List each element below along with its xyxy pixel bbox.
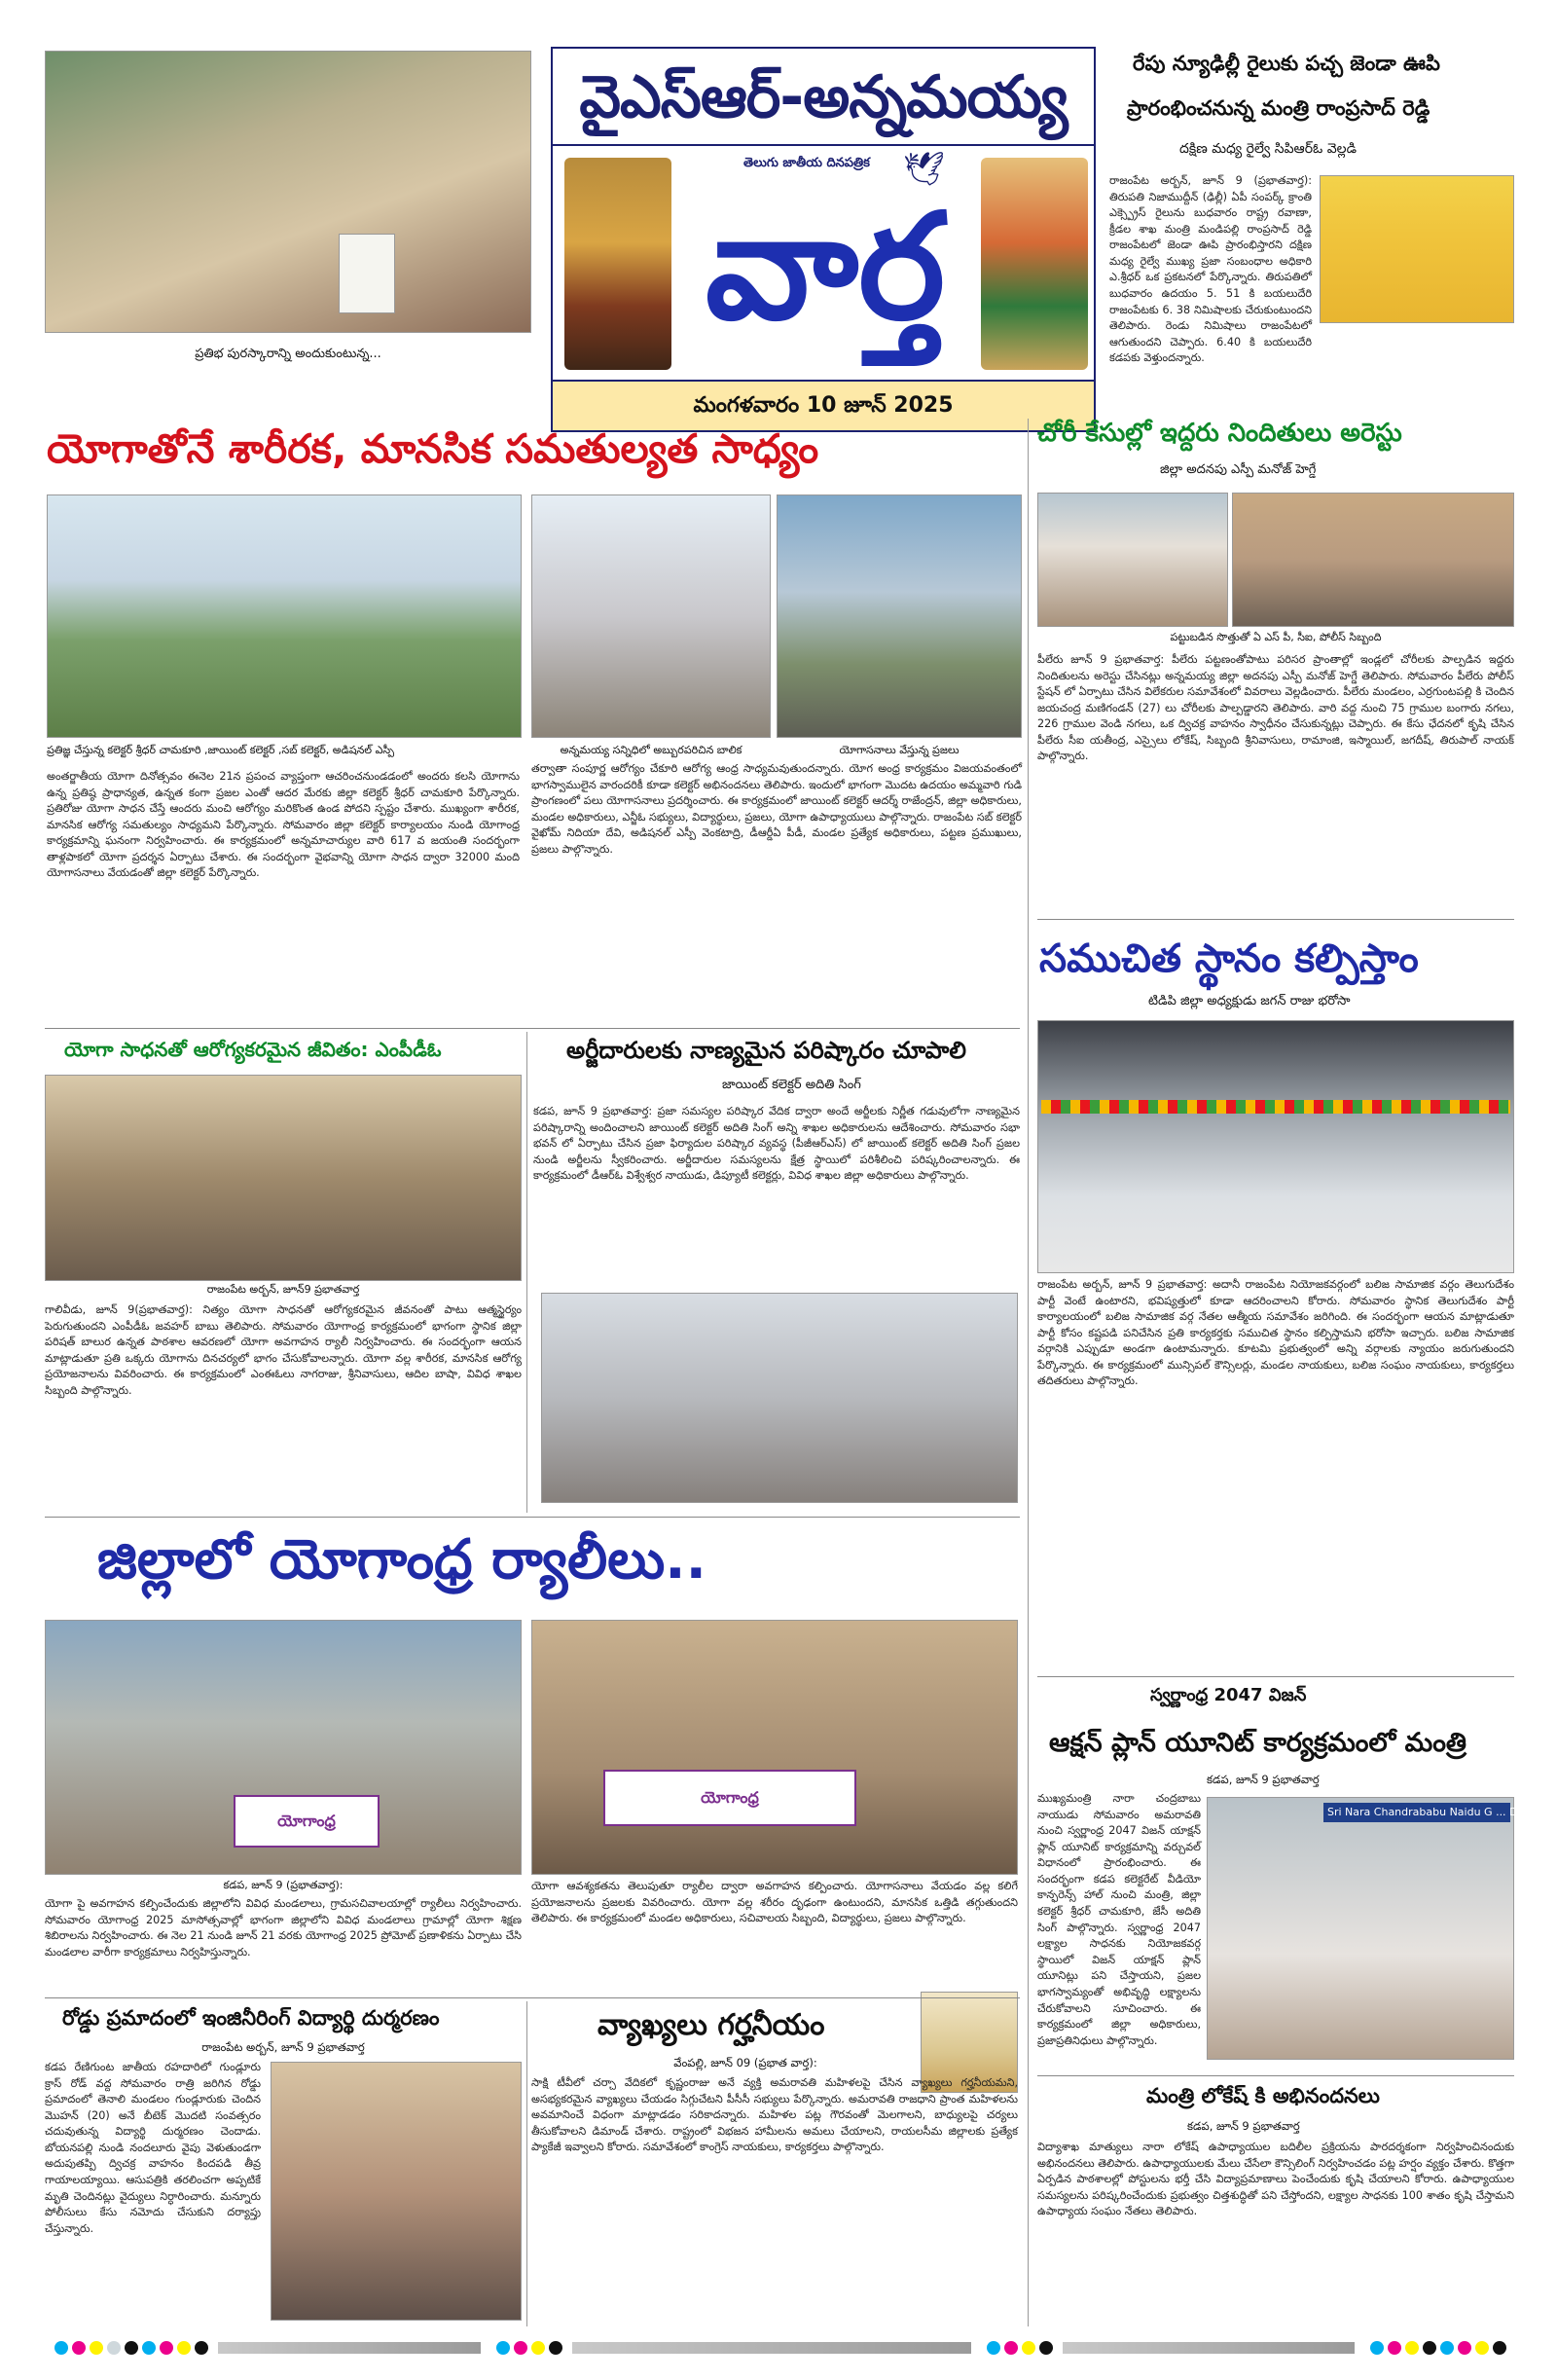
deity-right-image bbox=[981, 158, 1088, 370]
remarks-dateline: వేంపల్లి, జూన్ 09 (ప్రభాత వార్త): bbox=[673, 2056, 817, 2069]
vision-dateline: కడప, జూన్ 9 ప్రభాతవార్త bbox=[1207, 1773, 1320, 1786]
divider bbox=[1037, 2075, 1514, 2076]
theft-subhead: జిల్లా అదనపు ఎస్పీ మనోజ్ హెగ్డే bbox=[1160, 462, 1317, 477]
divider bbox=[1037, 919, 1514, 920]
yoga-body-1: అంతర్జాతీయ యోగా దినోత్సవం ఈనెల 21న ప్రపంచ వ్యాప్తంగా ఆచరించనుండడంలో అందరు కలసి యోగాను ఉన్న ప్రతిష్ఠ ప్రాధాన్యత, ఉన్నత కంగా ప్రజల ఎంతో ఆదర మేరకు జిల్లా కలెక్టర్ శ్రీధర్ చామకూరి పేర్కొన్నారు. ప్రతిరోజు యోగా సాధన చేస్తే ఆందరు మంచి ఆరోగ్యం మరికొంత ఉండ పోదని స్పష్టం చేశారు. ముఖ్యంగా శారీరక, మానసిక ఆరోగ్య సమతుల్యం సాధ్యమని పేర్కొన్నారు. సోమవారం జిల్లా కలెక్టర్ కార్యాలయం నుండి యోగాంధ్ర కార్యక్రమాన్ని ఘనంగా నిర్వహించారు. ఈ కార్యక్రమంలో అన్నమాచార్యుల వారి 617 వ జయంతి సందర్భంగా తాళ్లపాకలో యోగా ప్రదర్శన ఏర్పాటు చేశారు. ఈ సందర్భంగా వైభవాన్ని యోగా సాధన ద్వారా 32000 మంది యోగాసనాలు వేయడంతో జిల్లా కలెక్టర్ పేర్కొన్నారు. bbox=[47, 770, 520, 880]
tdp-body: రాజంపేట అర్బన్, జూన్ 9 ప్రభాతవార్త: అదానీ రాజంపేట నియోజకవర్గంలో బలిజ సామాజిక వర్గం తెలుగుదేశం పార్టీ వెంటే ఉంటారని, భవిష్యత్తులో కూడా ఆదరించాలని కోరారు. సోమవారం స్థానిక తెలుగుదేశం పార్టీ కార్యాలయంలో బలిజ సామాజిక వర్గ నేతల ఆత్మీయ సమావేశం జరిగింది. ఈ సందర్భంగా ఆయన మాట్లాడుతూ పార్టీ కోసం కష్టపడి పనిచేసిన ప్రతి కార్యకర్తకు సముచిత స్థానం కల్పిస్తామని భరోసా ఇచ్చారు. బలిజ సామాజిక వర్గానికి ఎప్పుడూ అండగా ఉంటామన్నారు. కూటమి ప్రభుత్వంలో అన్ని వర్గాలకు న్యాయం జరుగుతుందని పేర్కొన్నారు. ఈ కార్యక్రమంలో మున్సిపల్ కౌన్సిలర్లు, మండల నాయకులు, బలిజ సంఘం నాయకులు, కార్యకర్తలు తదితరులు పాల్గొన్నారు. bbox=[1037, 1278, 1514, 1388]
mpdo-rally-photo bbox=[45, 1075, 522, 1281]
divider bbox=[45, 1517, 1020, 1518]
yoga-pledge-photo bbox=[47, 494, 522, 738]
tdp-group-photo bbox=[1037, 1020, 1514, 1273]
yoga-caption-2: అన్నమయ్య సన్నిధిలో అబ్బురపరిచిన బాలిక bbox=[560, 744, 742, 756]
register-bar bbox=[572, 2342, 971, 2354]
divider bbox=[45, 1997, 1020, 1998]
lokesh-headline: మంత్రి లోకేష్ కి అభినందనలు bbox=[1146, 2084, 1380, 2107]
masthead bbox=[551, 47, 1096, 432]
accident-headline: రోడ్డు ప్రమాదంలో ఇంజినీరింగ్ విద్యార్థి దుర్మరణం bbox=[62, 2006, 440, 2030]
award-photo bbox=[45, 51, 531, 333]
accident-dateline: రాజంపేట అర్బన్, జూన్ 9 ప్రభాతవార్త bbox=[201, 2040, 365, 2054]
yoga-caption-1: ప్రతిజ్ఞ చేస్తున్న కలెక్టర్ శ్రీధర్ చామకూరి ,జాయింట్ కలెక్టర్ ,సబ్ కలెక్టర్, అడిషనల్ ఎస్పీ bbox=[47, 744, 395, 756]
mpdo-caption: రాజంపేట అర్బన్, జూన్9 ప్రభాతవార్త bbox=[206, 1283, 360, 1296]
grievance-headline: అర్జీదారులకు నాణ్యమైన పరిష్కారం చూపాలి bbox=[566, 1037, 966, 1064]
theft-caption: పట్టుబడిన సొత్తుతో ఏ ఎస్ పీ, సీఐ, పోలీస్ సిబ్బంది bbox=[1170, 631, 1382, 643]
register-dot bbox=[1458, 2341, 1471, 2355]
register-dot bbox=[72, 2341, 86, 2355]
register-dot bbox=[549, 2341, 562, 2355]
train-subhead: దక్షిణ మధ్య రైల్వే సిపిఆర్ఓ వెల్లడి bbox=[1179, 141, 1357, 157]
divider bbox=[45, 1028, 1020, 1029]
register-dot bbox=[496, 2341, 510, 2355]
rally-banner-2: యోగాంధ్ర bbox=[603, 1770, 856, 1826]
issue-date: మంగళవారం 10 జూన్ 2025 bbox=[553, 380, 1094, 430]
register-dot bbox=[987, 2341, 1000, 2355]
register-dot bbox=[531, 2341, 545, 2355]
vision-kicker: స్వర్ణాంధ్ర 2047 విజన్ bbox=[1150, 1685, 1307, 1705]
tdp-headline: సముచిత స్థానం కల్పిస్తాం bbox=[1039, 936, 1419, 981]
vision-headline: ఆక్షన్ ప్లాన్ యూనిట్ కార్యక్రమంలో మంత్రి bbox=[1049, 1728, 1467, 1758]
register-bar bbox=[1063, 2342, 1355, 2354]
register-dot bbox=[1004, 2341, 1018, 2355]
rally-photo-2 bbox=[531, 1620, 1018, 1875]
register-dot bbox=[1039, 2341, 1053, 2355]
minister-portrait bbox=[1320, 175, 1514, 323]
divider bbox=[526, 1032, 527, 1513]
train-headline-1: రేపు న్యూఢిల్లీ రైలుకు పచ్చ జెండా ఊపి bbox=[1133, 52, 1440, 75]
register-dot bbox=[1370, 2341, 1384, 2355]
masthead-logo: వార్త bbox=[705, 183, 946, 352]
rally-body-1: యోగా పై అవగాహన కల్పించేందుకు జిల్లాలోని వివిధ మండలాలు, గ్రామసచివాలయాల్లో ర్యాలీలు నిర్వహించారు. సోమవారం యోగాంధ్ర 2025 మాసోత్సవాల్లో భాగంగా జిల్లాలోని వివిధ మండలాలు గ్రామాల్లో యోగా శిక్షణ శిబిరాలను నిర్వహించారు. ఈ నెల 21 నుండి జూన్ 21 వరకు యోగాంధ్ర 2025 ప్రోమోట్ ప్రణాళికను ఏర్పాటు చేసి మండలాల వారీగా కార్యక్రమాలు నిర్వహిస్తున్నారు. bbox=[45, 1897, 522, 1959]
lokesh-dateline: కడప, జూన్ 9 ప్రభాతవార్త bbox=[1187, 2119, 1300, 2133]
register-dot bbox=[1388, 2341, 1401, 2355]
yoga-crowd-photo bbox=[777, 494, 1022, 738]
deity-left-image bbox=[564, 158, 671, 370]
vision-meeting-photo bbox=[1207, 1797, 1514, 2060]
lokesh-body: విద్యాశాఖ మాత్యులు నారా లోకేష్ ఉపాధ్యాయుల బదిలీల ప్రక్రియను పారదర్శకంగా నిర్వహించినందుకు అభినందనలు తెలిపారు. ఉపాధ్యాయులకు మేలు చేసేలా కౌన్సిలింగ్ నిర్వహించడం పట్ల హర్షం వ్యక్తం చేశారు. కొత్తగా ఏర్పడిన పాఠశాలల్లో పోస్టులను భర్తీ చేసి విద్యాప్రమాణాలు పెంచేందుకు కృషి చేయాలని కోరారు. ఉపాధ్యాయుల సమస్యలను పరిష్కరించేందుకు ప్రభుత్వం చిత్తశుద్ధితో పని చేస్తోందని, లక్ష్యాల సాధనకు 100 శాతం కృషి చేస్తామని ఉపాధ్యాయ సంఘం నేతలు తెలిపారు. bbox=[1037, 2141, 1514, 2218]
theft-body: పీలేరు జూన్ 9 ప్రభాతవార్త: పీలేరు పట్టణంతోపాటు పరిసర ప్రాంతాల్లో ఇండ్లలో చోరీలకు పాల్పడిన ఇద్దరు నిందితులను అరెస్టు చేసినట్లు అన్నమయ్య జిల్లా అదనపు ఎస్పీ మనోజ్ హెగ్డే తెలిపారు. సోమవారం పీలేరు పోలీస్ స్టేషన్ లో ఏర్పాటు చేసిన విలేకరుల సమావేశంలో వివరాలు వెల్లడించారు. పీలేరు మండలం, ఎర్రగుంటపల్లి కి చెందిన జయచంద్ర మణిగండన్ (27) లు చోరీలకు పాల్పడ్డారని తెలిపారు. వారి వద్ద నుంచి 75 గ్రాముల బంగారు నగలు, 226 గ్రాముల వెండి నగలు, ఒక ద్విచక్ర వాహనం స్వాధీనం చేసుకున్నట్లు చెప్పారు. ఈ కేసు ఛేదనలో కృషి చేసిన పీలేరు సీఐ యతీంద్ర, ఎస్సైలు లోకేష్, సిబ్బంది శ్రీనివాసులు, రామాంజి, ఇస్మాయిల్, జగదీష్, తిరుపాల్ నాయక్ పాల్గొన్నారు. bbox=[1037, 653, 1514, 763]
divider bbox=[526, 2001, 527, 2326]
divider bbox=[1028, 419, 1029, 2326]
yoga-body-2: తర్వాతా సంపూర్ణ ఆరోగ్యం చేకూరి ఆరోగ్య ఆంధ్ర సాధ్యమవుతుందన్నారు. యోగ అంధ్ర కార్యక్రమం విజయవంతంలో భాగస్వాములైన వారందరికీ కూడా కలెక్టర్ అభినందనలు తెలిపారు. ఇందులో భాగంగా మొదట ఉదయం అమ్మవారి గుడి ప్రాంగణంలో పలు యోగాసనాలు ప్రదర్శించారు. ఈ కార్యక్రమంలో జాయింట్ కలెక్టర్ ఆదర్శ్ రాజేంద్రన్, జిల్లా అధికారులు, మండల అధికారులు, ఎన్జీఓ సభ్యులు, విద్యార్థులు, ప్రజలు, యోగా ఉపాధ్యాయులు పాల్గొన్నారు. రాజంపేట సబ్ కలెక్టర్ వైఖోమ్ నిదియా దేవి, అడిషనల్ ఎస్పీ వెంకటాద్రి, డీఆర్డీఏ పీడీ, మండల ప్రత్యేక అధికారులు, పట్టణ ప్రముఖులు, ప్రజలు పాల్గొన్నారు. bbox=[531, 762, 1022, 856]
train-headline-2: ప్రారంభించనున్న మంత్రి రాంప్రసాద్ రెడ్డి bbox=[1127, 96, 1430, 120]
grievance-photo bbox=[541, 1293, 1018, 1503]
certificate bbox=[339, 234, 395, 313]
girl-yoga-statue-photo bbox=[531, 494, 771, 738]
mpdo-headline: యోగా సాధనతో ఆరోగ్యకరమైన జీవితం: ఎంపీడీఓ bbox=[64, 1038, 442, 1061]
vision-banner: Sri Nara Chandrababu Naidu G ... District bbox=[1323, 1803, 1510, 1822]
police-photo bbox=[1037, 493, 1228, 627]
register-bar bbox=[218, 2342, 481, 2354]
register-dot bbox=[195, 2341, 208, 2355]
rally-dateline: కడప, జూన్ 9 (ప్రభాతవార్త): bbox=[223, 1879, 344, 1891]
grievance-subhead: జాయింట్ కలెక్టర్ అదితి సింగ్ bbox=[722, 1078, 861, 1092]
register-dot bbox=[514, 2341, 527, 2355]
grievance-body: కడప, జూన్ 9 ప్రభాతవార్త: ప్రజా సమస్యల పరిష్కార వేదిక ద్వారా అందే అర్జీలకు నిర్ణీత గడువులోగా నాణ్యమైన పరిష్కారాన్ని అందించాలని జాయింట్ కలెక్టర్ అదితి సింగ్ అన్ని శాఖల అధికారులను ఆదేశించారు. సోమవారం సభా భవన్ లో ఏర్పాటు చేసిన ప్రజా ఫిర్యాదుల పరిష్కార వ్యవస్థ (పీజీఆర్ఎస్) లో జాయింట్ కలెక్టర్ అదితి సింగ్ ప్రజల నుండి అర్జీలను స్వీకరించారు. అర్జీదారుల సమస్యలను క్షేత్ర స్థాయిలో పరిశీలించి పరిష్కరించాలన్నారు. ఈ కార్యక్రమంలో డీఆర్ఓ విశ్వేశ్వర నాయుడు, డిప్యూటీ కలెక్టర్లు, వివిధ శాఖల జిల్లా అధికారులు పాల్గొన్నారు. bbox=[533, 1105, 1020, 1183]
register-dot bbox=[125, 2341, 138, 2355]
rally-headline: జిల్లాలో యోగాంధ్ర ర్యాలీలు.. bbox=[97, 1528, 706, 1592]
tdp-subhead: టిడిపి జిల్లా అధ్యక్షుడు జగన్ రాజు భరోసా bbox=[1148, 994, 1351, 1008]
theft-headline: చోరీ కేసుల్లో ఇద్దరు నిందితులు అరెస్టు bbox=[1037, 419, 1402, 448]
register-dot bbox=[1423, 2341, 1436, 2355]
garland-decoration bbox=[1041, 1100, 1510, 1114]
rally-banner-1: యోగాంధ్ర bbox=[234, 1795, 380, 1848]
seized-jewellery-photo bbox=[1232, 493, 1514, 627]
register-dot bbox=[1475, 2341, 1489, 2355]
register-dot bbox=[1405, 2341, 1419, 2355]
divider bbox=[1037, 1676, 1514, 1677]
vision-body: ముఖ్యమంత్రి నారా చంద్రబాబు నాయుడు సోమవారం అమరావతి నుంచి స్వర్ణాంధ్ర 2047 విజన్ యాక్షన్ ప్లాన్ యూనిట్ కార్యక్రమాన్ని వర్చువల్ విధానంలో ప్రారంభించారు. ఈ సందర్భంగా కడప కలెక్టరేట్ వీడియో కాన్ఫరెన్స్ హాల్ నుంచి మంత్రి, జిల్లా కలెక్టర్ శ్రీధర్ చామకూరి, జేసీ అదితి సింగ్ పాల్గొన్నారు. స్వర్ణాంధ్ర 2047 లక్ష్యాల సాధనకు నియోజకవర్గ స్థాయిలో విజన్ యాక్షన్ ప్లాన్ యూనిట్లు పని చేస్తాయని, ప్రజల భాగస్వామ్యంతో అభివృద్ధి లక్ష్యాలను చేరుకోవాలని సూచించారు. ఈ కార్యక్రమంలో జిల్లా అధికారులు, ప్రజాప్రతినిధులు పాల్గొన్నారు. bbox=[1037, 1792, 1201, 2047]
masthead-title: వైఎస్ఆర్-అన్నమయ్య bbox=[553, 49, 1094, 146]
register-dot bbox=[142, 2341, 156, 2355]
masthead-tagline: తెలుగు జాతీయ దినపత్రిక bbox=[743, 156, 870, 170]
register-dot bbox=[1022, 2341, 1035, 2355]
train-body: రాజంపేట అర్బన్, జూన్ 9 (ప్రభాతవార్త): తిరుపతి నిజాముద్దీన్ (ఢిల్లీ) ఏపీ సంపర్క్ క్రాంతి ఎక్స్ప్రెస్ రైలును బుధవారం రాష్ట్ర రవాణా, క్రీడల శాఖ మంత్రి మండిపల్లి రాంప్రసాద్ రెడ్డి రాజంపేటలో జెండా ఊపి ప్రారంభిస్తారని దక్షిణ మధ్య రైల్వే ముఖ్య ప్రజా సంబంధాల అధికారి ఎ.శ్రీధర్ ఒక ప్రకటనలో పేర్కొన్నారు. తిరుపతిలో బుధవారం ఉదయం 5. 51 కి బయలుదేరి రాజంపేటకు 6. 38 నిమిషాలకు చేరుకుంటుందని తెలిపారు. రెండు నిమిషాలు రాజంపేటలో ఆగుతుందని చెప్పారు. 6.40 కి బయలుదేరి కడపకు వెళ్తుందన్నారు. bbox=[1109, 174, 1312, 365]
accident-victim-photo bbox=[271, 2062, 522, 2321]
register-dot bbox=[54, 2341, 68, 2355]
yoga-headline: యోగాతోనే శారీరక, మానసిక సమతుల్యత సాధ్యం bbox=[47, 425, 819, 472]
register-dot bbox=[90, 2341, 103, 2355]
register-dot bbox=[1493, 2341, 1506, 2355]
register-dot bbox=[1440, 2341, 1454, 2355]
register-dot bbox=[107, 2341, 121, 2355]
dove-icon: 🕊 bbox=[903, 150, 946, 189]
yoga-caption-3: యోగాసనాలు వేస్తున్న ప్రజలు bbox=[839, 744, 960, 756]
award-caption: ప్రతిభ పురస్కారాన్ని అందుకుంటున్న... bbox=[195, 347, 381, 361]
register-dot bbox=[177, 2341, 191, 2355]
accident-body: కడప రేణిగుంట జాతీయ రహదారిలో గుండ్లూరు క్రాస్ రోడ్ వద్ద సోమవారం రాత్రి జరిగిన రోడ్డు ప్రమాదంలో తెనాలి మండలం గుండ్లూరుకు చెందిన మొహన్ (20) అనే బీటెక్ మొదటి సంవత్సరం చదువుతున్న విద్యార్థి దుర్మరణం చెందాడు. బోయనపల్లి నుండి నందలూరు వైపు వెళుతుండగా అదుపుతప్పి ద్విచక్ర వాహనం కిందపడి తీవ్ర గాయాలయ్యాయి. ఆసుపత్రికి తరలించగా అప్పటికే మృతి చెందినట్లు వైద్యులు నిర్ధారించారు. మన్నూరు పోలీసులు కేసు నమోదు చేసుకుని దర్యాప్తు చేస్తున్నారు. bbox=[45, 2061, 261, 2235]
mpdo-body: గాలివీడు, జూన్ 9(ప్రభాతవార్త): నిత్యం యోగా సాధనతో ఆరోగ్యకరమైన జీవనంతో పాటు ఆత్మస్థైర్యం పెరుగుతుందని ఎంపీడీఓ జవహర్ బాబు తెలిపారు. సోమవారం యోగాంధ్ర కార్యక్రమంలో భాగంగా స్థానిక జిల్లా పరిషత్ బాలుర ఉన్నత పాఠశాల ఆవరణలో యోగా అవగాహన ర్యాలీ నిర్వహించారు. ఈ సందర్భంగా ఆయన మాట్లాడుతూ ప్రతి ఒక్కరు యోగాను దినచర్యలో భాగం చేసుకోవాలన్నారు. యోగా వల్ల శారీరక, మానసిక ఆరోగ్య ప్రయోజనాలను వివరించారు. ఈ కార్యక్రమంలో ఎంఈఓలు నాగరాజు, శ్రీనివాసులు, ఆదిల బాషా, వివిధ శాఖల సిబ్బంది పాల్గొన్నారు. bbox=[45, 1303, 522, 1397]
rally-body-2: యోగా ఆవశ్యకతను తెలుపుతూ ర్యాలీల ద్వారా అవగాహన కల్పించారు. యోగాసనాలు వేయడం వల్ల కలిగే ప్రయోజనాలను ప్రజలకు వివరించారు. యోగా వల్ల శరీరం దృఢంగా ఉంటుందని, మానసిక ఒత్తిడి తగ్గుతుందని తెలిపారు. ఈ కార్యక్రమంలో మండల అధికారులు, సచివాలయ సిబ్బంది, విద్యార్థులు, ప్రజలు పాల్గొన్నారు. bbox=[531, 1880, 1018, 1925]
remarks-body: సాక్షి టీవీలో చర్చా వేదికలో కృష్ణంరాజు అనే వ్యక్తి అమరావతి మహిళలపై చేసిన వ్యాఖ్యలు గర్హనీయమని, అసభ్యకరమైన వ్యాఖ్యలు చేయడం సిగ్గుచేటని పీసీసీ సభ్యులు పేర్కొన్నారు. అమరావతి రాజధాని ప్రాంత మహిళలను అవమానించే విధంగా మాట్లాడడం సరికాదన్నారు. మహిళల పట్ల గౌరవంతో మెలగాలని, బాధ్యులపై చర్యలు తీసుకోవాలని డిమాండ్ చేశారు. రాష్ట్రంలో విభజన హామీలను అమలు చేయాలని, రాయలసీమ జిల్లాలకు ప్రత్యేక ప్యాకేజీ ఇవ్వాలని కోరారు. సమావేశంలో కాంగ్రెస్ నాయకులు, కార్యకర్తలు పాల్గొన్నారు. bbox=[531, 2076, 1018, 2154]
register-dot bbox=[160, 2341, 173, 2355]
remarks-headline: వ్యాఖ్యలు గర్హనీయం bbox=[597, 2008, 825, 2042]
